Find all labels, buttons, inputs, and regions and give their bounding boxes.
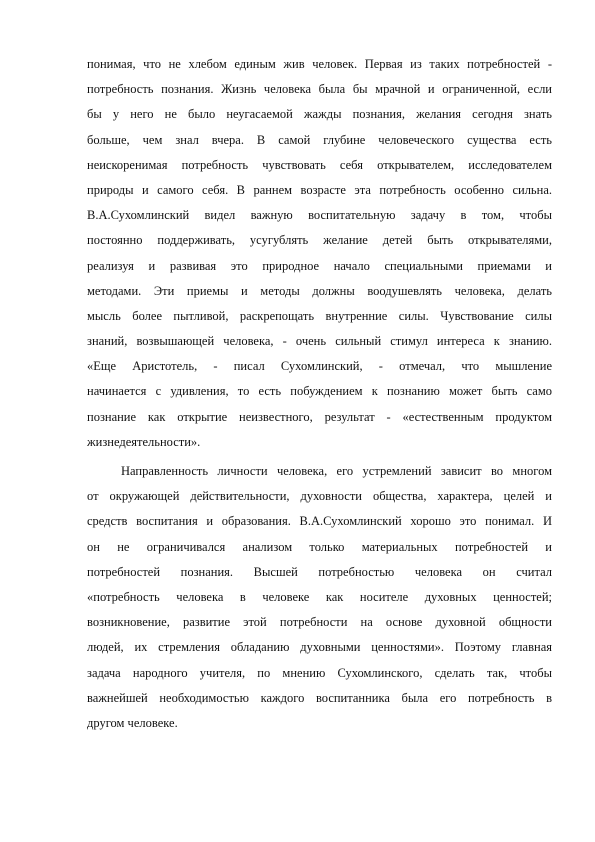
text-line: другом человеке.: [87, 715, 178, 730]
text-line: неискоренимая потребность чувствовать себя открывателем, исследователем: [87, 157, 552, 172]
text-line: он не ограничивался анализом только материальных потребностей и: [87, 539, 552, 554]
text-line: от окружающей действительности, духовности общества, характера, целей и: [87, 489, 552, 504]
text-line: «потребность человека в человеке как носителе духовных ценностей;: [87, 589, 552, 604]
text-line: важнейшей необходимостью каждого воспитанника была его потребность в: [87, 690, 552, 705]
paragraph-1: [87, 52, 552, 455]
text-line: потребностей познания. Высшей потребностью человека он считал: [87, 564, 552, 579]
text-line: понимая, что не хлебом единым жив человек. Первая из таких потребностей -: [87, 57, 552, 71]
text-line: реализуя и развивая это природное начало специальными приемами и: [87, 258, 552, 273]
text-line: людей, их стремления обладанию духовными ценностями». Поэтому главная: [87, 640, 552, 655]
text-line: методами. Эти приемы и методы должны воодушевлять человека, делать: [87, 283, 552, 298]
text-line: знаний, возвышающей человека, - очень сильный стимул интереса к знанию.: [87, 334, 552, 349]
text-line: «Еще Аристотель, - писал Сухомлинский, - отмечал, что мышление: [87, 359, 552, 374]
paragraph-2: [87, 459, 552, 736]
text-line: постоянно поддерживать, усугублять желание детей быть открывателями,: [87, 233, 552, 248]
text-line: В.А.Сухомлинский видел важную воспитательную задачу в том, чтобы: [87, 208, 552, 223]
text-line: потребность познания. Жизнь человека была бы мрачной и ограниченной, если: [87, 82, 552, 97]
text-line: природы и самого себя. В раннем возрасте эта потребность особенно сильна.: [87, 182, 552, 197]
text-line: задача народного учителя, по мнению Сухомлинского, сделать так, чтобы: [87, 665, 552, 680]
text-line: средств воспитания и образования. В.А.Сухомлинский хорошо это понимал. И: [87, 514, 552, 529]
text-line: мысль более пытливой, раскрепощать внутренние силы. Чувствование силы: [87, 308, 552, 323]
text-line: жизнедеятельности».: [87, 434, 201, 449]
text-line: начинается с удивления, то есть побуждением к познанию может быть само: [87, 384, 552, 399]
text-line: бы у него не было неугасаемой жажды познания, желания сегодня знать: [87, 107, 552, 122]
text-line: возникновение, развитие этой потребности на основе духовной общности: [87, 615, 552, 630]
text-line: познание как открытие неизвестного, результат - «естественным продуктом: [87, 409, 552, 424]
text-line: больше, чем знал вчера. В самой глубине человеческого существа есть: [87, 132, 552, 147]
text-line: Направленность личности человека, его устремлений зависит во многом: [121, 464, 552, 478]
